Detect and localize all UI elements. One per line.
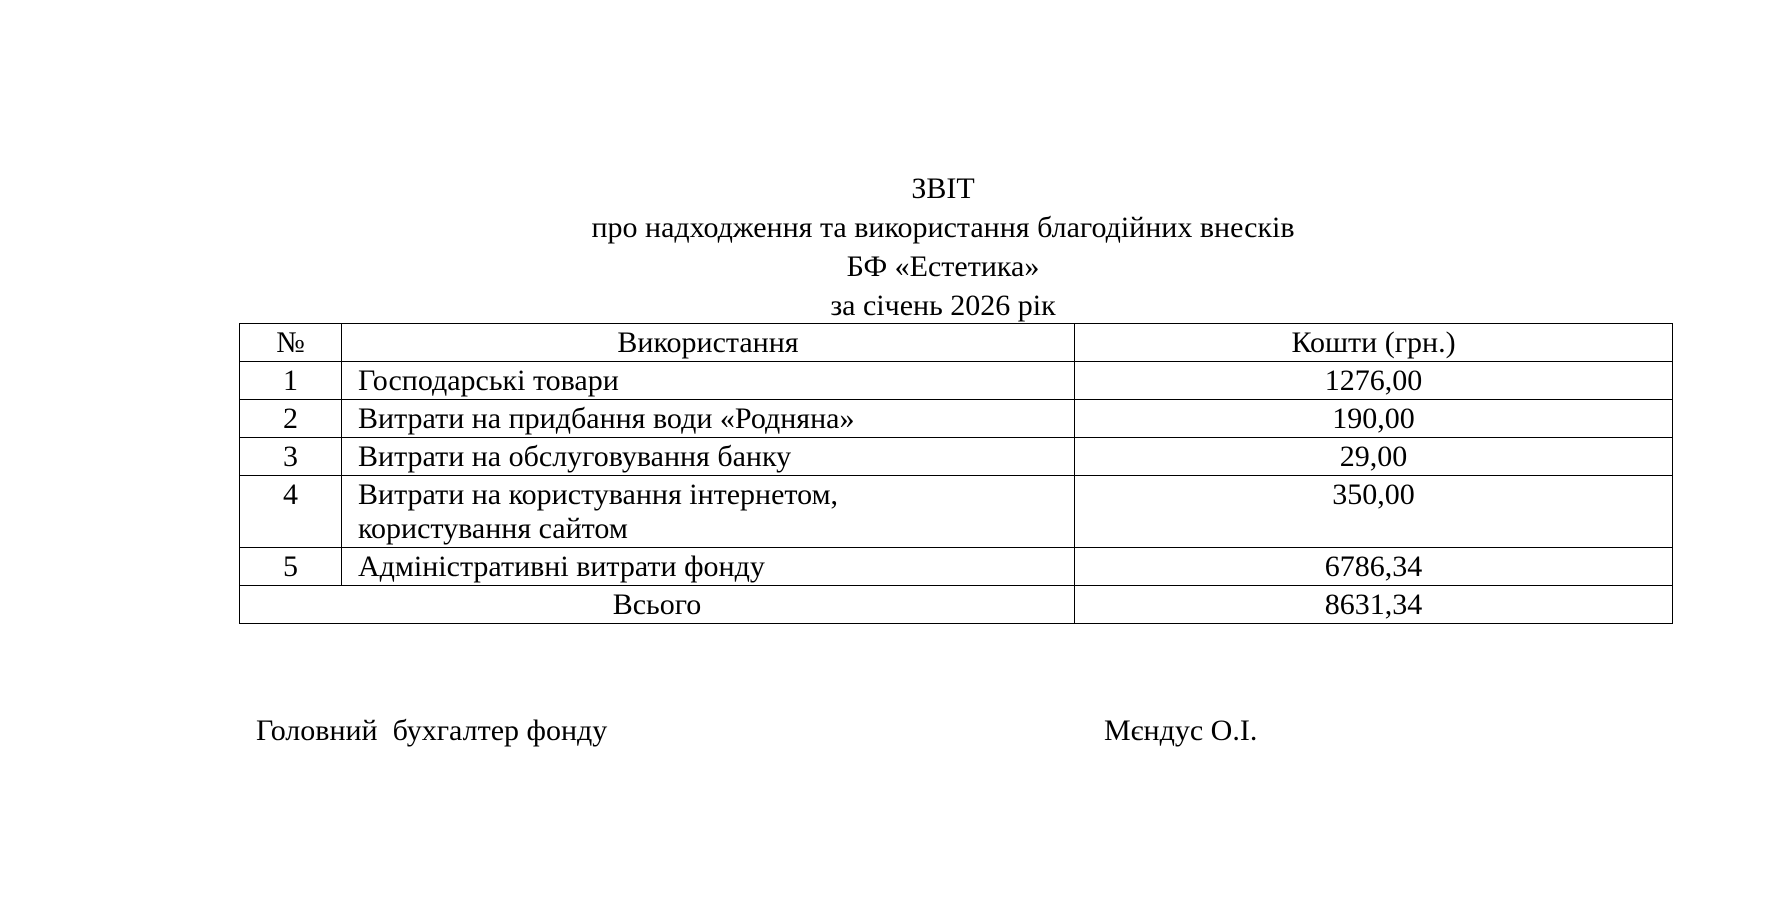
row-amount: 350,00 <box>1075 476 1673 548</box>
row-num: 3 <box>240 438 342 476</box>
total-amount: 8631,34 <box>1075 586 1673 624</box>
row-amount: 190,00 <box>1075 400 1673 438</box>
row-num: 2 <box>240 400 342 438</box>
row-amount: 29,00 <box>1075 438 1673 476</box>
header-usage: Використання <box>342 324 1075 362</box>
table-row <box>240 400 1673 438</box>
report-title: ЗВІТ <box>911 172 975 205</box>
row-usage: Господарські товари <box>342 362 1075 400</box>
table-total-row <box>240 586 1673 624</box>
table-header-row <box>240 324 1673 362</box>
signatory-name: Мєндус О.І. <box>1104 714 1258 747</box>
total-label: Всього <box>240 586 1075 624</box>
row-usage: Витрати на придбання води «Родняна» <box>342 400 1075 438</box>
expenses-table <box>239 323 1673 624</box>
row-usage <box>342 476 1075 548</box>
header-amount: Кошти (грн.) <box>1075 324 1673 362</box>
row-usage: Витрати на обслуговування банку <box>342 438 1075 476</box>
row-num: 5 <box>240 548 342 586</box>
header-num: № <box>240 324 342 362</box>
row-amount: 1276,00 <box>1075 362 1673 400</box>
row-usage: Адміністративні витрати фонду <box>342 548 1075 586</box>
table-row <box>240 362 1673 400</box>
table-row <box>240 476 1673 548</box>
table-row <box>240 548 1673 586</box>
report-subtitle-period: за січень 2026 рік <box>830 289 1056 322</box>
row-usage-line: користування сайтом <box>358 512 628 545</box>
row-num: 4 <box>240 476 342 548</box>
row-num: 1 <box>240 362 342 400</box>
row-amount: 6786,34 <box>1075 548 1673 586</box>
report-subtitle-organization: БФ «Естетика» <box>846 250 1040 283</box>
row-usage-line: Витрати на користування інтернетом, <box>358 478 839 511</box>
table-row <box>240 438 1673 476</box>
signatory-position: Головний бухгалтер фонду <box>256 714 608 747</box>
report-subtitle-purpose: про надходження та використання благодійних внесків <box>591 211 1295 244</box>
